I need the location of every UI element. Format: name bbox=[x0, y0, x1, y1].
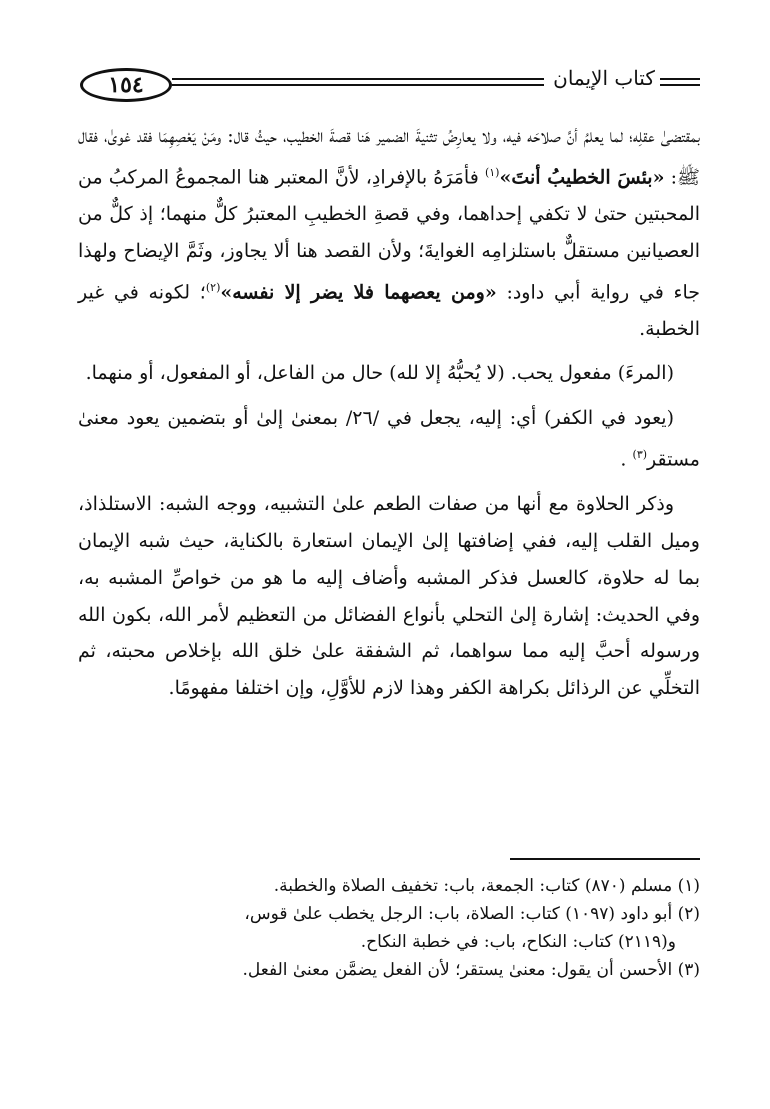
paragraph: وذكر الحلاوة مع أنها من صفات الطعم علىٰ التشبيه، ووجه الشبه: الاستلذاذ، وميل القلب إليه، ففي إضافتها إلىٰ الإيمان استعارة بالكناية، حيث شبه الإيمان بما له حلاوة، كالعسل فذكر المشبه وأضاف إليه ما هو من خواصِّ المشبه به، وفي الحديث: إشارة إلىٰ التحلي بأنواع الفضائل من التعظيم لأمر الله، بكون الله ورسوله أحبَّ إليه مما سواهما، ثم الشفقة علىٰ خلق الله بإخلاص محبته، ثم التخلِّي عن الرذائل بكراهة الكفر وهذا لازم للأوَّلِ، وإن اختلفا مفهومًا. bbox=[78, 493, 700, 700]
running-title: كتاب الإيمان bbox=[553, 66, 655, 90]
text-run: بمقتضىٰ عقلِه؛ لما يعلمُ أنَّ صلاحَه فيه، ولا يعارِضُ تثنيةَ الضمير هَنا قصةَ الخطيب، حيثُ قال: ومَنْ يَعْصِهِمَا فقد غوىٰ، فقال ﷺ: bbox=[78, 125, 700, 189]
main-text bbox=[78, 118, 700, 707]
header-rule bbox=[172, 78, 544, 80]
header-rule bbox=[660, 78, 700, 80]
page-header bbox=[80, 66, 700, 106]
text-run: فأمَرَهُ بالإفرادِ، لأنَّ المعتبر هنا المجموعُ المركبُ من المحبتين حتىٰ لا تكفي إحداهما، وفي قصةِ الخطيبِ المعتبرُ كلٌّ منهما؛ إذ كلٌّ من العصيانين مستقلٌّ باستلزامِه الغوايةَ؛ ولأن القصد هنا ألا يجاوز، وثَمَّ الإيضاح ولهذا جاء في رواية أبي داود: bbox=[78, 166, 701, 303]
text-run: (يعود في الكفر) أي: إليه، يجعل في /٢٦/ بمعنىٰ إلىٰ أو بتضمين يعود معنىٰ مستقر bbox=[78, 407, 700, 471]
footnote-separator bbox=[510, 858, 700, 860]
text-run: . bbox=[620, 448, 633, 471]
text-run: ؛ لكونه في غير الخطبة. bbox=[78, 280, 700, 340]
footnote-ref: (١) bbox=[484, 165, 500, 179]
footnote: (٢) أبو داود (١٠٩٧) كتاب: الصلاة، باب: الرجل يخطب علىٰ قوس، bbox=[244, 904, 700, 924]
footnote-continuation: و(٢١١٩) كتاب: النكاح، باب: في خطبة النكاح. bbox=[360, 932, 676, 952]
hadith-quote: «بئسَ الخطيبُ أنتَ» bbox=[499, 166, 665, 189]
paragraph bbox=[78, 118, 700, 347]
footnote: (١) مسلم (٨٧٠) كتاب: الجمعة، باب: تخفيف الصلاة والخطبة. bbox=[273, 876, 700, 896]
header-rule bbox=[172, 84, 544, 86]
page-number: ١٥٤ bbox=[80, 68, 172, 102]
paragraph: (المرءَ) مفعول يحب. (لا يُحبُّهُ إلا لله) حال من الفاعل، أو المفعول، أو منهما. bbox=[85, 362, 674, 385]
footnote-ref: (٢) bbox=[205, 280, 221, 294]
footnote-ref: (٣) bbox=[632, 448, 648, 462]
header-rule bbox=[660, 84, 700, 86]
hadith-quote: «ومن يعصهما فلا يضر إلا نفسه» bbox=[220, 280, 497, 303]
footnotes bbox=[78, 872, 700, 984]
footnote: (٣) الأحسن أن يقول: معنىٰ يستقر؛ لأن الفعل يضمَّن معنىٰ الفعل. bbox=[242, 960, 700, 980]
paragraph bbox=[78, 400, 700, 478]
